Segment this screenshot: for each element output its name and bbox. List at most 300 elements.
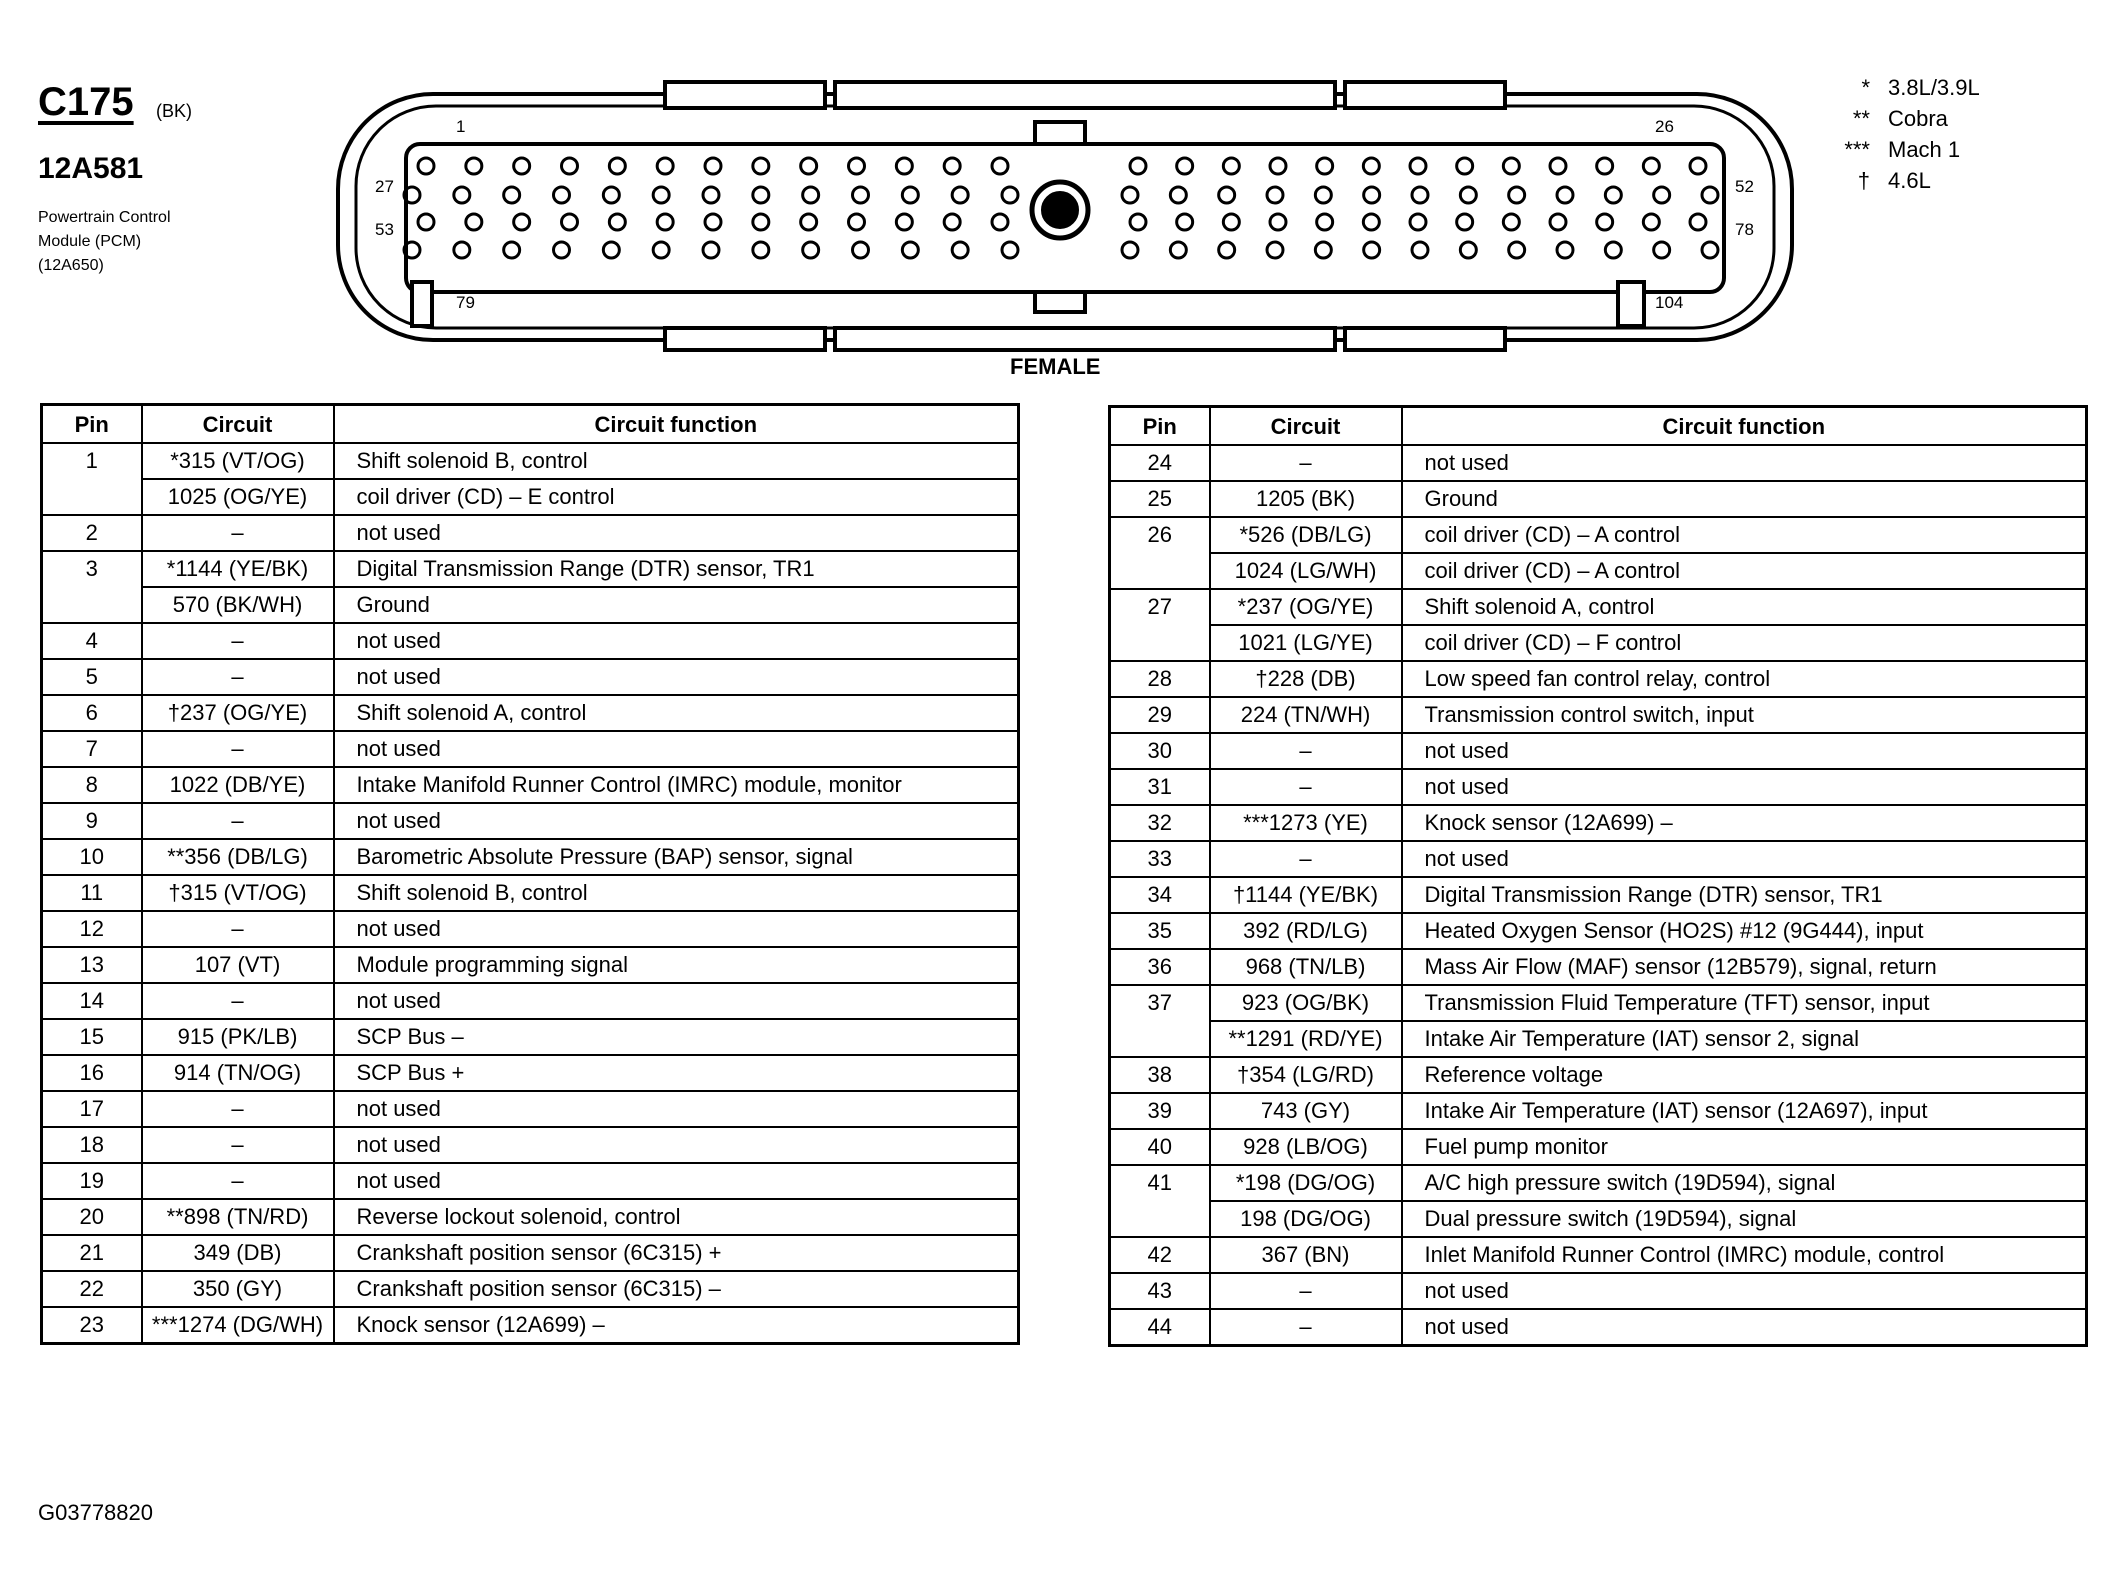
- function-cell: not used: [1402, 841, 2087, 877]
- key-tab-bottom: [1035, 292, 1085, 312]
- table-row: [1110, 481, 2087, 517]
- circuit-cell: 1024 (LG/WH): [1210, 553, 1402, 589]
- pin-hole: [1412, 242, 1428, 258]
- pin-hole: [952, 187, 968, 203]
- circuit-cell: 392 (RD/LG): [1210, 913, 1402, 949]
- pin-hole: [653, 187, 669, 203]
- pin-hole: [992, 214, 1008, 230]
- pin-label-52: 52: [1735, 177, 1754, 196]
- header-circuit: Circuit: [1210, 407, 1402, 446]
- circuit-cell: 224 (TN/WH): [1210, 697, 1402, 733]
- function-cell: not used: [1402, 733, 2087, 769]
- function-cell: not used: [334, 1163, 1019, 1199]
- function-cell: Dual pressure switch (19D594), signal: [1402, 1201, 2087, 1237]
- function-cell: Intake Air Temperature (IAT) sensor 2, signal: [1402, 1021, 2087, 1057]
- pin-number-cell: 40: [1110, 1129, 1210, 1165]
- pin-hole: [853, 187, 869, 203]
- circuit-cell: 107 (VT): [142, 947, 334, 983]
- table-row: [42, 1199, 1019, 1235]
- table-row: [1110, 517, 2087, 553]
- pin-number-cell: 6: [42, 695, 142, 731]
- function-cell: not used: [334, 911, 1019, 947]
- table-row: [42, 1055, 1019, 1091]
- pin-hole: [504, 242, 520, 258]
- function-cell: Shift solenoid B, control: [334, 443, 1019, 479]
- pin-number-cell: 20: [42, 1199, 142, 1235]
- table-row: [1110, 1165, 2087, 1201]
- pin-hole: [1654, 187, 1670, 203]
- pin-hole: [1550, 158, 1566, 174]
- pin-hole: [801, 158, 817, 174]
- pin-number-cell: 15: [42, 1019, 142, 1055]
- pin-hole: [1690, 158, 1706, 174]
- circuit-cell: 1025 (OG/YE): [142, 479, 334, 515]
- pin-hole: [1177, 214, 1193, 230]
- pin-number-cell: 42: [1110, 1237, 1210, 1273]
- top-latch: [835, 82, 1335, 108]
- pin-label-104: 104: [1655, 293, 1684, 312]
- circuit-cell: †228 (DB): [1210, 661, 1402, 697]
- pin-hole: [1364, 242, 1380, 258]
- table-row: [42, 551, 1019, 587]
- pin-hole: [1317, 214, 1333, 230]
- pin-number-cell: 9: [42, 803, 142, 839]
- function-cell: SCP Bus –: [334, 1019, 1019, 1055]
- pin-hole: [902, 242, 918, 258]
- circuit-cell: –: [142, 659, 334, 695]
- header-circuit: Circuit: [142, 405, 334, 444]
- table-row: [42, 731, 1019, 767]
- table-row: [1110, 733, 2087, 769]
- table-row: [1110, 841, 2087, 877]
- pin-hole: [562, 214, 578, 230]
- function-cell: Module programming signal: [334, 947, 1019, 983]
- pin-hole: [603, 242, 619, 258]
- table-row: [1110, 1273, 2087, 1309]
- pin-label-79: 79: [456, 293, 475, 312]
- function-cell: Knock sensor (12A699) –: [1402, 805, 2087, 841]
- pin-number-cell: 34: [1110, 877, 1210, 913]
- pin-hole: [1412, 187, 1428, 203]
- function-cell: Shift solenoid A, control: [1402, 589, 2087, 625]
- pin-hole: [753, 158, 769, 174]
- pin-number-cell: 31: [1110, 769, 1210, 805]
- circuit-cell: –: [142, 803, 334, 839]
- pin-number-cell: 17: [42, 1091, 142, 1127]
- pin-number-cell: 22: [42, 1271, 142, 1307]
- table-row: [1110, 625, 2087, 661]
- function-cell: Intake Air Temperature (IAT) sensor (12A697), input: [1402, 1093, 2087, 1129]
- function-cell: Intake Manifold Runner Control (IMRC) module, monitor: [334, 767, 1019, 803]
- pin-hole: [1643, 214, 1659, 230]
- circuit-cell: –: [142, 731, 334, 767]
- table-row: [1110, 1093, 2087, 1129]
- circuit-cell: –: [1210, 1309, 1402, 1346]
- function-cell: Inlet Manifold Runner Control (IMRC) module, control: [1402, 1237, 2087, 1273]
- table-row: [42, 1235, 1019, 1271]
- pin-number-cell: 30: [1110, 733, 1210, 769]
- bottom-latch: [1345, 328, 1505, 350]
- function-cell: not used: [334, 983, 1019, 1019]
- table-row: [42, 803, 1019, 839]
- pin-hole: [562, 158, 578, 174]
- table-row: [42, 695, 1019, 731]
- circuit-cell: 968 (TN/LB): [1210, 949, 1402, 985]
- pin-hole: [657, 214, 673, 230]
- circuit-cell: †354 (LG/RD): [1210, 1057, 1402, 1093]
- pin-hole: [1509, 187, 1525, 203]
- pin-hole: [1597, 214, 1613, 230]
- pin-number-cell: 44: [1110, 1309, 1210, 1346]
- table-row: [42, 839, 1019, 875]
- pin-hole: [1122, 187, 1138, 203]
- module-line: (12A650): [38, 257, 104, 274]
- pin-number-cell: 33: [1110, 841, 1210, 877]
- pin-label-1: 1: [456, 117, 466, 136]
- table-row: [1110, 913, 2087, 949]
- table-row: [1110, 1129, 2087, 1165]
- pin-hole: [1702, 187, 1718, 203]
- corner-tab-left: [412, 282, 432, 326]
- pin-number-cell: 5: [42, 659, 142, 695]
- pin-label-78: 78: [1735, 220, 1754, 239]
- legend-symbol: ***: [1844, 137, 1870, 162]
- table-row: [1110, 661, 2087, 697]
- circuit-cell: **1291 (RD/YE): [1210, 1021, 1402, 1057]
- pin-label-26: 26: [1655, 117, 1674, 136]
- function-cell: not used: [334, 1127, 1019, 1163]
- pin-hole: [1605, 242, 1621, 258]
- pin-hole: [1219, 242, 1235, 258]
- pin-hole: [1315, 187, 1331, 203]
- function-cell: Low speed fan control relay, control: [1402, 661, 2087, 697]
- bottom-latch: [665, 328, 825, 350]
- table-row: [42, 587, 1019, 623]
- pin-hole: [902, 187, 918, 203]
- pin-hole: [1317, 158, 1333, 174]
- circuit-cell: 570 (BK/WH): [142, 587, 334, 623]
- pin-hole: [803, 242, 819, 258]
- pin-hole: [466, 158, 482, 174]
- function-cell: Reverse lockout solenoid, control: [334, 1199, 1019, 1235]
- function-cell: SCP Bus +: [334, 1055, 1019, 1091]
- pin-number-cell: 25: [1110, 481, 1210, 517]
- pin-number-cell: 19: [42, 1163, 142, 1199]
- pin-hole: [944, 158, 960, 174]
- table-row: [1110, 805, 2087, 841]
- function-cell: coil driver (CD) – F control: [1402, 625, 2087, 661]
- pin-number-cell: 4: [42, 623, 142, 659]
- connector-id: C175: [38, 80, 134, 124]
- pin-hole: [705, 214, 721, 230]
- circuit-cell: **356 (DB/LG): [142, 839, 334, 875]
- pin-number-cell: 11: [42, 875, 142, 911]
- pin-hole: [454, 242, 470, 258]
- pin-hole: [703, 187, 719, 203]
- pin-hole: [853, 242, 869, 258]
- pin-hole: [1457, 158, 1473, 174]
- pin-number-cell: 38: [1110, 1057, 1210, 1093]
- function-cell: Ground: [1402, 481, 2087, 517]
- function-cell: not used: [334, 623, 1019, 659]
- legend-item: [1820, 165, 1980, 196]
- circuit-cell: 915 (PK/LB): [142, 1019, 334, 1055]
- function-cell: Crankshaft position sensor (6C315) –: [334, 1271, 1019, 1307]
- module-line: Powertrain Control: [38, 209, 171, 226]
- circuit-cell: †1144 (YE/BK): [1210, 877, 1402, 913]
- table-row: [42, 1019, 1019, 1055]
- pin-hole: [1267, 242, 1283, 258]
- circuit-cell: –: [1210, 733, 1402, 769]
- circuit-cell: –: [142, 623, 334, 659]
- pin-number-cell: 24: [1110, 445, 1210, 481]
- table-row: [1110, 769, 2087, 805]
- circuit-cell: 1022 (DB/YE): [142, 767, 334, 803]
- table-row: [1110, 1057, 2087, 1093]
- table-row: [42, 1127, 1019, 1163]
- circuit-cell: 743 (GY): [1210, 1093, 1402, 1129]
- legend-symbol: †: [1857, 168, 1870, 193]
- function-cell: not used: [1402, 769, 2087, 805]
- table-row: [42, 1163, 1019, 1199]
- table-row: [42, 479, 1019, 515]
- function-cell: Ground: [334, 587, 1019, 623]
- circuit-cell: 367 (BN): [1210, 1237, 1402, 1273]
- table-row: [42, 767, 1019, 803]
- bottom-latch: [835, 328, 1335, 350]
- function-cell: not used: [334, 659, 1019, 695]
- pin-number-cell: 41: [1110, 1165, 1210, 1237]
- pin-number-cell: 21: [42, 1235, 142, 1271]
- pin-number-cell: 2: [42, 515, 142, 551]
- table-row: [42, 659, 1019, 695]
- pin-number-cell: 26: [1110, 517, 1210, 589]
- function-cell: Shift solenoid A, control: [334, 695, 1019, 731]
- pin-hole: [1503, 214, 1519, 230]
- table-row: [1110, 985, 2087, 1021]
- circuit-cell: †237 (OG/YE): [142, 695, 334, 731]
- pin-hole: [1177, 158, 1193, 174]
- legend-label: 3.8L/3.9L: [1888, 75, 1980, 100]
- function-cell: Digital Transmission Range (DTR) sensor, TR1: [334, 551, 1019, 587]
- function-cell: not used: [1402, 1309, 2087, 1346]
- pin-hole: [1457, 214, 1473, 230]
- center-bolt-inner: [1043, 193, 1077, 227]
- pin-hole: [1690, 214, 1706, 230]
- pin-number-cell: 12: [42, 911, 142, 947]
- circuit-cell: –: [142, 1127, 334, 1163]
- circuit-cell: *526 (DB/LG): [1210, 517, 1402, 553]
- pin-hole: [454, 187, 470, 203]
- pin-number-cell: 39: [1110, 1093, 1210, 1129]
- pin-hole: [896, 158, 912, 174]
- table-row: [42, 911, 1019, 947]
- pin-number-cell: 16: [42, 1055, 142, 1091]
- legend-item: [1820, 134, 1980, 165]
- circuit-cell: 198 (DG/OG): [1210, 1201, 1402, 1237]
- function-cell: Fuel pump monitor: [1402, 1129, 2087, 1165]
- pin-hole: [1460, 187, 1476, 203]
- pin-hole: [705, 158, 721, 174]
- legend-label: 4.6L: [1888, 168, 1931, 193]
- function-cell: A/C high pressure switch (19D594), signal: [1402, 1165, 2087, 1201]
- pin-hole: [1219, 187, 1235, 203]
- pin-hole: [554, 242, 570, 258]
- table-body: [42, 443, 1019, 1344]
- pin-label-53: 53: [375, 220, 394, 239]
- pin-hole: [944, 214, 960, 230]
- part-number: 12A581: [38, 152, 144, 185]
- circuit-cell: –: [142, 515, 334, 551]
- gender-label: FEMALE: [1010, 354, 1101, 379]
- header-pin: Pin: [42, 405, 142, 444]
- pin-hole: [1503, 158, 1519, 174]
- legend-label: Mach 1: [1888, 137, 1961, 162]
- circuit-cell: 1021 (LG/YE): [1210, 625, 1402, 661]
- pin-number-cell: 35: [1110, 913, 1210, 949]
- circuit-cell: *237 (OG/YE): [1210, 589, 1402, 625]
- function-cell: not used: [1402, 445, 2087, 481]
- circuit-cell: ***1274 (DG/WH): [142, 1307, 334, 1344]
- circuit-cell: 350 (GY): [142, 1271, 334, 1307]
- pin-hole: [1002, 242, 1018, 258]
- function-cell: not used: [334, 1091, 1019, 1127]
- pin-table-left: [40, 403, 1020, 1345]
- pin-hole: [418, 158, 434, 174]
- circuit-cell: 349 (DB): [142, 1235, 334, 1271]
- circuit-cell: †315 (VT/OG): [142, 875, 334, 911]
- pin-hole: [1654, 242, 1670, 258]
- legend: [1820, 72, 1980, 196]
- pin-hole: [1557, 187, 1573, 203]
- circuit-cell: –: [142, 1163, 334, 1199]
- function-cell: Shift solenoid B, control: [334, 875, 1019, 911]
- table-row: [42, 623, 1019, 659]
- function-cell: not used: [334, 731, 1019, 767]
- pin-hole: [1605, 187, 1621, 203]
- table-row: [1110, 1021, 2087, 1057]
- pin-number-cell: 32: [1110, 805, 1210, 841]
- figure-id: G03778820: [38, 1500, 153, 1525]
- top-latch: [665, 82, 825, 108]
- pin-hole: [801, 214, 817, 230]
- pin-hole: [1460, 242, 1476, 258]
- pin-hole: [1130, 214, 1146, 230]
- pin-hole: [1270, 214, 1286, 230]
- key-tab-top: [1035, 122, 1085, 144]
- pin-hole: [653, 242, 669, 258]
- corner-tab-right: [1618, 282, 1644, 326]
- header-function: Circuit function: [1402, 407, 2087, 446]
- legend-item: [1820, 103, 1980, 134]
- connector-color: (BK): [156, 101, 192, 121]
- pin-hole: [753, 214, 769, 230]
- pin-hole: [849, 158, 865, 174]
- pin-hole: [1267, 187, 1283, 203]
- pin-number-cell: 43: [1110, 1273, 1210, 1309]
- pin-hole: [466, 214, 482, 230]
- pin-number-cell: 14: [42, 983, 142, 1019]
- legend-label: Cobra: [1888, 106, 1948, 131]
- pin-hole: [1223, 214, 1239, 230]
- pin-hole: [1270, 158, 1286, 174]
- legend-item: [1820, 72, 1980, 103]
- table-row: [1110, 553, 2087, 589]
- table-row: [1110, 1201, 2087, 1237]
- pin-number-cell: 10: [42, 839, 142, 875]
- table-row: [42, 515, 1019, 551]
- circuit-cell: **898 (TN/RD): [142, 1199, 334, 1235]
- table-row: [1110, 949, 2087, 985]
- pin-hole: [1410, 214, 1426, 230]
- pin-hole: [1170, 187, 1186, 203]
- pin-hole: [1410, 158, 1426, 174]
- pin-hole: [554, 187, 570, 203]
- circuit-cell: *1144 (YE/BK): [142, 551, 334, 587]
- pin-hole: [1223, 158, 1239, 174]
- pin-hole: [1170, 242, 1186, 258]
- function-cell: Heated Oxygen Sensor (HO2S) #12 (9G444), input: [1402, 913, 2087, 949]
- circuit-cell: ***1273 (YE): [1210, 805, 1402, 841]
- pin-hole: [1550, 214, 1566, 230]
- pin-hole: [609, 158, 625, 174]
- pin-table-right: [1108, 405, 2088, 1347]
- legend-symbol: **: [1852, 106, 1870, 131]
- pin-number-cell: 23: [42, 1307, 142, 1344]
- pin-hole: [1130, 158, 1146, 174]
- pin-number-cell: 27: [1110, 589, 1210, 661]
- circuit-cell: –: [1210, 769, 1402, 805]
- circuit-cell: –: [1210, 1273, 1402, 1309]
- pin-number-cell: 1: [42, 443, 142, 515]
- pin-hole: [609, 214, 625, 230]
- pin-hole: [992, 158, 1008, 174]
- table-row: [1110, 589, 2087, 625]
- circuit-cell: 1205 (BK): [1210, 481, 1402, 517]
- pin-hole: [849, 214, 865, 230]
- function-cell: not used: [334, 803, 1019, 839]
- table-header-row: [1110, 407, 2087, 446]
- function-cell: Barometric Absolute Pressure (BAP) sensor, signal: [334, 839, 1019, 875]
- function-cell: Digital Transmission Range (DTR) sensor, TR1: [1402, 877, 2087, 913]
- circuit-cell: –: [142, 983, 334, 1019]
- pin-number-cell: 3: [42, 551, 142, 623]
- pin-hole: [1364, 187, 1380, 203]
- function-cell: not used: [334, 515, 1019, 551]
- pin-number-cell: 37: [1110, 985, 1210, 1057]
- function-cell: Crankshaft position sensor (6C315) +: [334, 1235, 1019, 1271]
- circuit-cell: –: [1210, 841, 1402, 877]
- pin-hole: [1122, 242, 1138, 258]
- pin-hole: [753, 187, 769, 203]
- function-cell: Reference voltage: [1402, 1057, 2087, 1093]
- top-latch: [1345, 82, 1505, 108]
- function-cell: Transmission control switch, input: [1402, 697, 2087, 733]
- pin-hole: [1002, 187, 1018, 203]
- table-row: [42, 1271, 1019, 1307]
- table-row: [1110, 877, 2087, 913]
- pin-number-cell: 18: [42, 1127, 142, 1163]
- pin-number-cell: 7: [42, 731, 142, 767]
- circuit-cell: *315 (VT/OG): [142, 443, 334, 479]
- table-row: [1110, 445, 2087, 481]
- circuit-cell: 923 (OG/BK): [1210, 985, 1402, 1021]
- table-row: [42, 443, 1019, 479]
- pin-hole: [1557, 242, 1573, 258]
- pin-hole: [896, 214, 912, 230]
- function-cell: Knock sensor (12A699) –: [334, 1307, 1019, 1344]
- table-body: [1110, 445, 2087, 1346]
